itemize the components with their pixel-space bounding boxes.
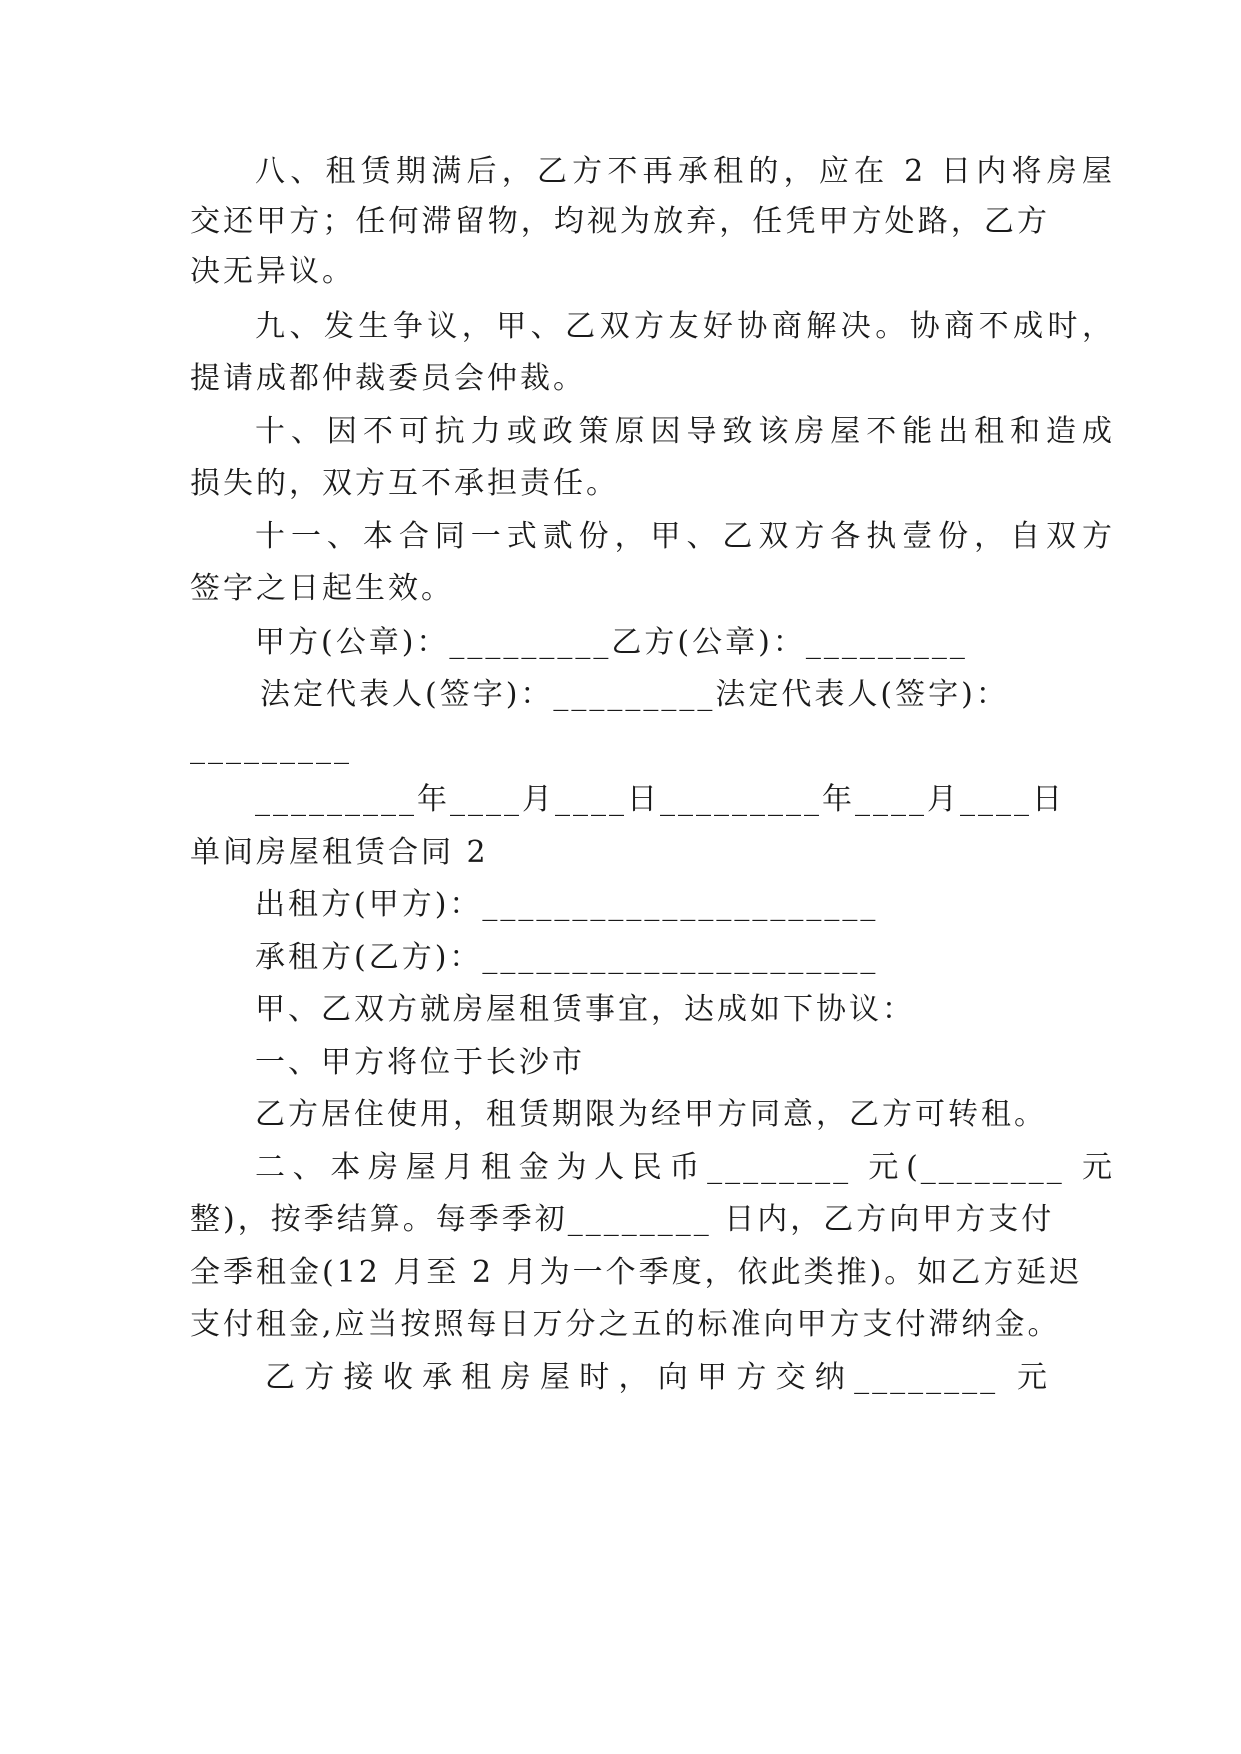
- clause-11-line-2: 签字之日起生效。: [190, 571, 454, 606]
- clause-10-line-2: 损失的，双方互不承担责任。: [190, 466, 619, 501]
- clause-1-line-1: 一、甲方将位于长沙市: [255, 1045, 585, 1080]
- clause-2-line-3: 全季租金(12 月至 2 月为一个季度，依此类推)。如乙方延迟: [190, 1255, 1083, 1290]
- deposit-line: 乙方接收承租房屋时，向甲方交纳________ 元: [265, 1360, 1050, 1395]
- legal-rep-signature-blank: _________: [190, 730, 352, 765]
- clause-9-line-2: 提请成都仲裁委员会仲裁。: [190, 361, 586, 396]
- lessor-field: 出租方(甲方)：______________________: [255, 887, 879, 922]
- clause-8-line-2: 交还甲方；任何滞留物，均视为放弃，任凭甲方处路，乙方: [190, 204, 1050, 239]
- clause-9-line-1: 九、发生争议，甲、乙双方友好协商解决。协商不成时，: [255, 309, 1115, 344]
- lessee-field: 承租方(乙方)：______________________: [255, 940, 879, 975]
- clause-8-line-3: 决无异议。: [190, 254, 355, 289]
- clause-11-line-1: 十一、本合同一式贰份，甲、乙双方各执壹份，自双方: [255, 519, 1115, 554]
- clause-8-line-1: 八、租赁期满后，乙方不再承租的，应在 2 日内将房屋: [255, 154, 1115, 189]
- clause-1-line-2: 乙方居住使用，租赁期限为经甲方同意，乙方可转租。: [255, 1097, 1047, 1132]
- contract-2-title: 单间房屋租赁合同 2: [190, 835, 489, 870]
- clause-2-line-2: 整)，按季结算。每季季初________ 日内，乙方向甲方支付: [190, 1202, 1055, 1237]
- date-line: _________年____月____日_________年____月____日: [255, 782, 1065, 817]
- agreement-intro: 甲、乙双方就房屋租赁事宜，达成如下协议：: [255, 992, 915, 1027]
- clause-2-line-1: 二、本房屋月租金为人民币________ 元(________ 元: [255, 1150, 1115, 1185]
- clause-2-line-4: 支付租金,应当按照每日万分之五的标准向甲方支付滞纳金。: [190, 1307, 1061, 1342]
- legal-rep-signature-line: 法定代表人(签字)：_________法定代表人(签字)：: [260, 677, 1009, 712]
- party-a-seal-line: 甲方(公章)：_________乙方(公章)：_________: [255, 625, 968, 660]
- clause-10-line-1: 十、因不可抗力或政策原因导致该房屋不能出租和造成: [255, 414, 1115, 449]
